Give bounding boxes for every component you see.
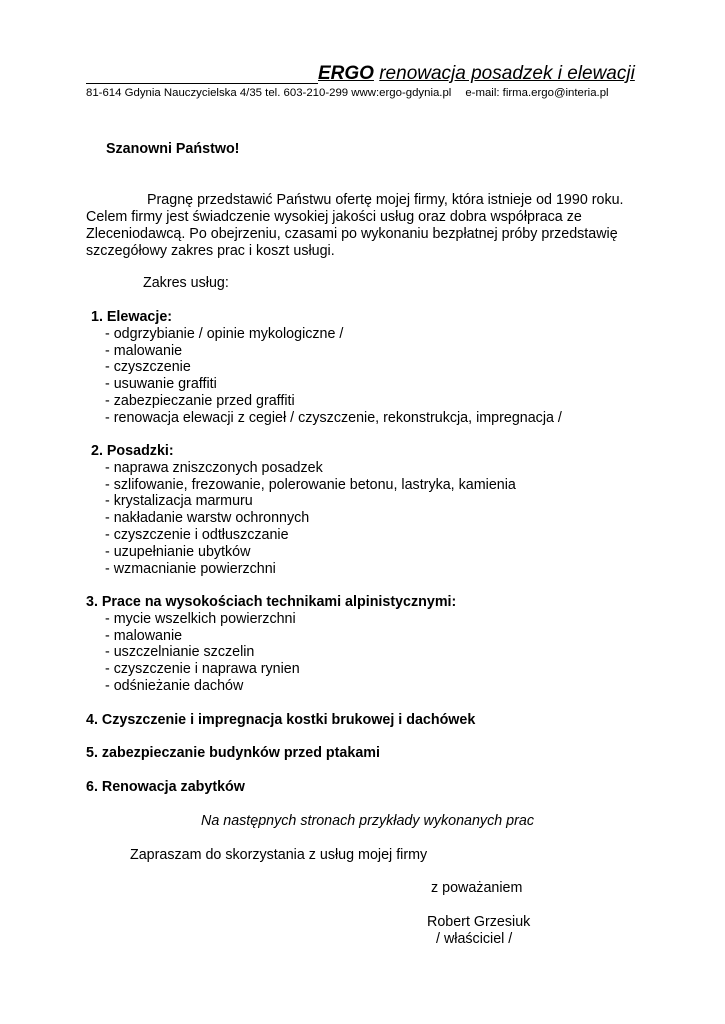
contact-line bbox=[86, 86, 609, 100]
list-item: - renowacja elewacji z cegieł / czyszczenie, rekonstrukcja, impregnacja / bbox=[105, 409, 562, 426]
invitation: Zapraszam do skorzystania z usług mojej firmy bbox=[130, 847, 428, 863]
section-heading: 3. Prace na wysokościach technikami alpinistycznymi: bbox=[86, 594, 457, 610]
list-item: - naprawa zniszczonych posadzek bbox=[105, 459, 323, 476]
service-list bbox=[86, 611, 456, 695]
list-item: - malowanie bbox=[105, 627, 183, 644]
company-title bbox=[318, 62, 635, 86]
scope-label: Zakres usług: bbox=[143, 275, 229, 291]
list-item: - uszczelnianie szczelin bbox=[105, 644, 255, 661]
intro-line: Celem firmy jest świadczenie wysokiej jakości usług oraz dobra współpraca ze bbox=[86, 209, 582, 225]
service-monuments: 6. Renowacja zabytków bbox=[86, 779, 245, 795]
intro-line: szczegółowy zakres prac i koszt usługi. bbox=[86, 243, 335, 259]
section-alpinism bbox=[86, 594, 456, 695]
greeting: Szanowni Państwo! bbox=[106, 141, 240, 157]
contact-address: 81-614 Gdynia Nauczycielska 4/35 tel. 603-210-299 www:ergo-gdynia.pl bbox=[86, 87, 452, 99]
list-item: - mycie wszelkich powierzchni bbox=[105, 610, 296, 627]
service-list bbox=[86, 326, 562, 427]
list-item: - krystalizacja marmuru bbox=[105, 493, 253, 510]
section-posadzki bbox=[86, 443, 516, 577]
intro-line: Zleceniodawcą. Po obejrzeniu, czasami po wykonaniu bezpłatnej próby przedstawię bbox=[86, 226, 618, 242]
intro-line: Pragnę przedstawić Państwu ofertę mojej firmy, która istnieje od 1990 roku. bbox=[147, 192, 624, 208]
list-item: - odgrzybianie / opinie mykologiczne / bbox=[105, 325, 344, 342]
list-item: - wzmacnianie powierzchni bbox=[105, 560, 276, 577]
list-item: - czyszczenie bbox=[105, 359, 191, 376]
list-item: - usuwanie graffiti bbox=[105, 376, 217, 393]
closing-regards: z poważaniem bbox=[431, 880, 523, 896]
service-list bbox=[86, 460, 516, 578]
brand-name: ERGO bbox=[318, 63, 374, 84]
section-elewacje bbox=[86, 309, 562, 427]
service-bird-protection: 5. zabezpieczanie budynków przed ptakami bbox=[86, 745, 380, 761]
examples-note: Na następnych stronach przykłady wykonanych prac bbox=[201, 813, 534, 829]
section-heading: 1. Elewacje: bbox=[91, 309, 173, 325]
signature-role: / właściciel / bbox=[436, 931, 513, 947]
list-item: - malowanie bbox=[105, 342, 183, 359]
list-item: - czyszczenie i naprawa rynien bbox=[105, 661, 300, 678]
list-item: - odśnieżanie dachów bbox=[105, 677, 244, 694]
list-item: - szlifowanie, frezowanie, polerowanie betonu, lastryka, kamienia bbox=[105, 476, 516, 493]
intro-paragraph bbox=[86, 192, 646, 260]
signature-name: Robert Grzesiuk bbox=[427, 914, 531, 930]
list-item: - nakładanie warstw ochronnych bbox=[105, 510, 310, 527]
company-tagline: renowacja posadzek i elewacji bbox=[379, 63, 635, 84]
contact-email: e-mail: firma.ergo@interia.pl bbox=[465, 87, 609, 99]
list-item: - uzupełnianie ubytków bbox=[105, 543, 251, 560]
section-heading: 2. Posadzki: bbox=[91, 443, 174, 459]
header-rule bbox=[86, 83, 318, 84]
list-item: - zabezpieczanie przed graffiti bbox=[105, 392, 295, 409]
service-paving: 4. Czyszczenie i impregnacja kostki brukowej i dachówek bbox=[86, 712, 476, 728]
list-item: - czyszczenie i odtłuszczanie bbox=[105, 526, 289, 543]
